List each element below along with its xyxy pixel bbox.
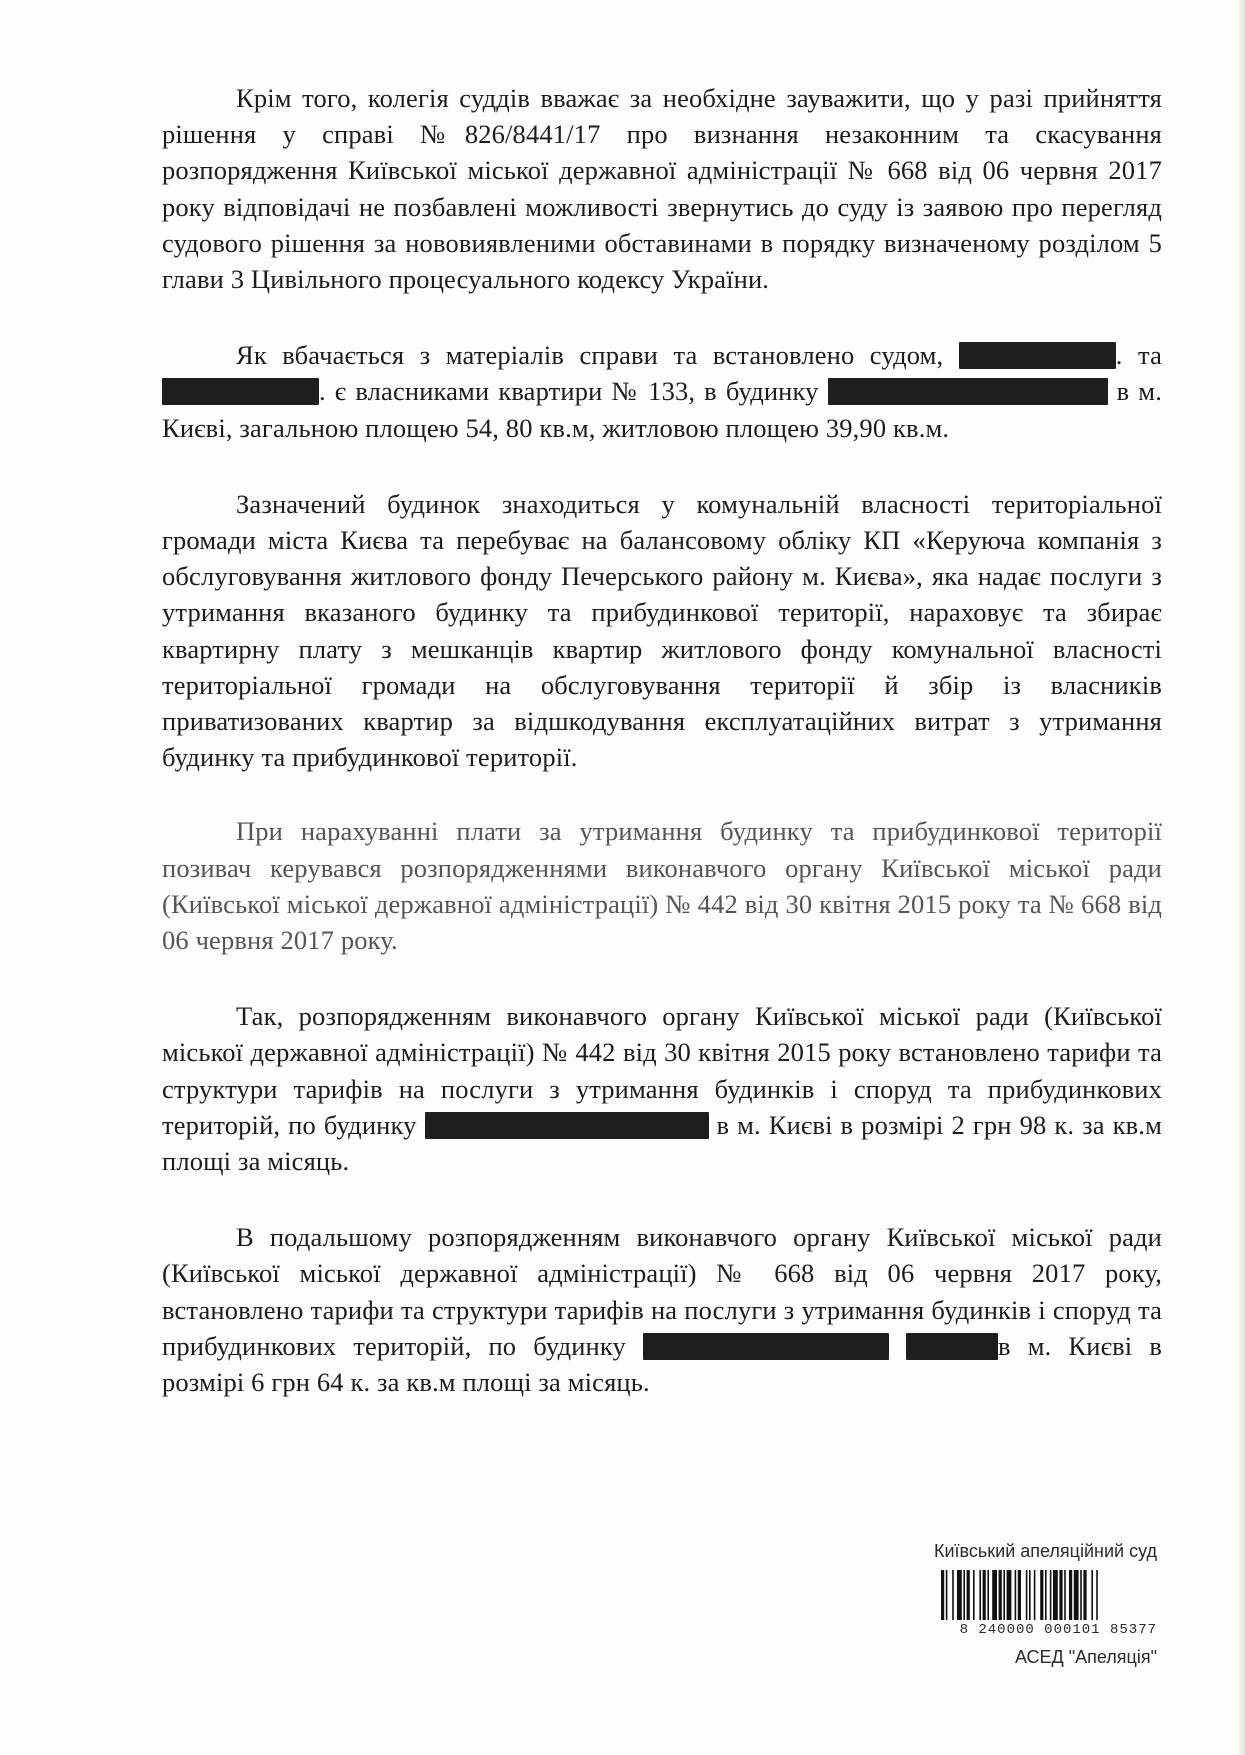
barcode-bar xyxy=(1096,1570,1098,1620)
barcode-bar xyxy=(1034,1570,1036,1620)
barcode-bar xyxy=(1029,1570,1031,1620)
redacted-address-1 xyxy=(828,378,1108,405)
paragraph-text: Крім того, колегія суддів вважає за необхідне зауважити, що у разі прийняття рішення у справі №826/8441/17 про визнання незаконним та скасування розпорядження Київської міської державної адміністрації № 668 від 06 червня 2017 року відповідачі не позбавлені можливості звернутись до суду із заявою про перегляд судового рішення за нововиявленими обставинами в порядку визначеному розділом 5 глави 3 Цивільного процесуального кодексу України. xyxy=(162,83,1162,295)
paragraph-text xyxy=(889,1331,906,1361)
redacted-owner-name-1 xyxy=(959,342,1116,369)
court-name: Київський апеляційний суд xyxy=(933,1541,1157,1561)
barcode-bar xyxy=(1003,1570,1005,1620)
paragraph-text: в м. Києві, загальною площею 54, 80 кв.м, житловою площею 39,90 кв.м. xyxy=(162,376,1162,443)
paragraph-text: Зазначений будинок знаходиться у комунальній власності територіальної громади міста Києва та перебуває на балансовому обліку КП «Керуюча компанія з обслуговування житлового фонду Печерського району м. Києва», яка надає послуги з утримання вказаного будинку та прибудинкової території, нараховує та збирає квартирну плату з мешканців квартир житлового фонду комунальної власності територіальної громади на обслуговування території й збір із власників приватизованих квартир за відшкодування експлуатаційних витрат з утримання будинку та прибудинкової території. xyxy=(162,488,1162,773)
barcode xyxy=(941,1570,1157,1620)
barcode-bar xyxy=(999,1570,1002,1620)
paragraph-text: Так, розпорядженням виконавчого органу Київської міської ради (Київської міської державної адміністрації) № 442 від 30 квітня 2015 року встановлено тарифи та структури тарифів на послуги з утримання будинків і споруд та прибудинкових територій, по будинку xyxy=(162,1001,1162,1140)
barcode-bar xyxy=(957,1570,962,1620)
barcode-bar xyxy=(983,1570,986,1620)
barcode-bar xyxy=(992,1570,997,1620)
redacted-address-3-continued xyxy=(906,1333,998,1360)
page-edge-shadow xyxy=(1239,0,1245,1755)
paragraph-owners xyxy=(162,337,1162,446)
paragraph-text: Як вбачається з матеріалів справи та встановлено судом, xyxy=(236,340,959,371)
paragraph-tariff-2017 xyxy=(162,1219,1162,1400)
barcode-bar xyxy=(1015,1570,1017,1620)
barcode-bar xyxy=(1064,1570,1066,1620)
barcode-bar xyxy=(941,1570,944,1620)
document-body xyxy=(162,80,1162,1440)
barcode-bar xyxy=(946,1570,948,1620)
paragraph-collegium-remark xyxy=(162,80,1162,297)
paragraph-building-ownership xyxy=(162,486,1162,776)
paragraph-text: в м. Києві в розмірі 6 грн 64 к. за кв.м площі за місяць. xyxy=(162,1330,1162,1398)
barcode-bar xyxy=(952,1570,954,1620)
barcode-bar xyxy=(1053,1570,1058,1620)
barcode-bar xyxy=(1069,1570,1072,1620)
barcode-bar xyxy=(1018,1570,1021,1620)
document-system-name: АСЕД "Апеляція" xyxy=(1014,1647,1157,1667)
barcode-bar xyxy=(973,1570,975,1620)
barcode-bar xyxy=(1040,1570,1043,1620)
barcode-bar xyxy=(1091,1570,1093,1620)
registry-stamp xyxy=(927,1540,1157,1668)
paragraph-text: . та xyxy=(1115,340,1162,371)
paragraph-tariff-2015 xyxy=(162,998,1162,1179)
barcode-bar xyxy=(963,1570,965,1620)
redacted-address-2 xyxy=(425,1112,709,1139)
redacted-address-3 xyxy=(643,1333,889,1360)
barcode-bar xyxy=(967,1570,970,1620)
barcode-bar xyxy=(987,1570,989,1620)
barcode-bar xyxy=(1059,1570,1062,1620)
paragraph-text: В подальшому розпорядженням виконавчого органу Київської міської ради (Київської міської державної адміністрації) № 668 від 06 червня 2017 року, встановлено тарифи та структури тарифів на послуги з утримання будинків і споруд та прибудинкових територій, по будинку xyxy=(162,1222,1162,1361)
barcode-bar xyxy=(1026,1570,1028,1620)
barcode-bar xyxy=(1050,1570,1052,1620)
paragraph-text: При нарахуванні плати за утримання будинку та прибудинкової території позивач керувався розпорядженнями виконавчого органу Київської міської ради (Київської міської державної адміністрації) № 442 від 30 квітня 2015 року та № 668 від 06 червня 2017 року. xyxy=(162,816,1162,956)
paragraph-text: . є власниками квартири № 133, в будинку xyxy=(319,376,828,407)
barcode-digits: 8 240000 000101 85377 xyxy=(959,1622,1157,1638)
paragraph-fee-calculation xyxy=(162,813,1162,958)
barcode-bar xyxy=(1074,1570,1079,1620)
paragraph-text: в м. Києві в розмірі 2 грн 98 к. за кв.м площі за місяць. xyxy=(162,1109,1162,1177)
barcode-bar xyxy=(1007,1570,1012,1620)
barcode-bar xyxy=(1083,1570,1086,1620)
barcode-bar xyxy=(1080,1570,1082,1620)
barcode-bar xyxy=(979,1570,981,1620)
redacted-owner-name-2 xyxy=(162,378,319,405)
barcode-bar xyxy=(1045,1570,1047,1620)
